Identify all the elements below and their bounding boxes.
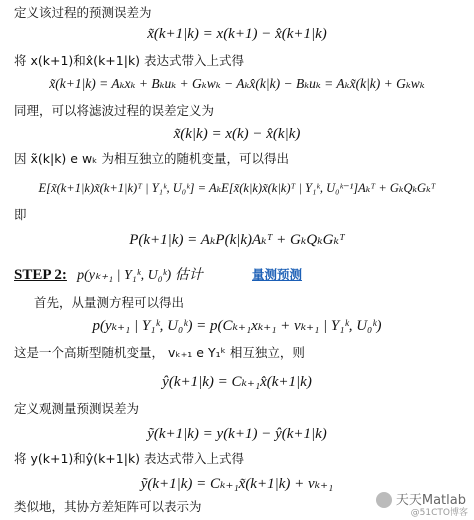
- text-line: 同理，可以将滤波过程的误差定义为: [14, 103, 215, 118]
- step-link[interactable]: [252, 266, 302, 284]
- text-line: 定义该过程的预测误差为: [14, 5, 152, 20]
- text-line: 将 y(k+1)和ŷ(k+1|k) 表达式带入上式得: [14, 451, 245, 466]
- equation: p(yₖ₊₁ | Y₁ᵏ, U₀ᵏ) = p(Cₖ₊₁xₖ₊₁ + vₖ₊₁ | Y₁ᵏ, U₀ᵏ): [92, 318, 382, 334]
- text-line: 首先，从量测方程可以得出: [34, 295, 185, 310]
- step-label: STEP 2:: [14, 267, 67, 283]
- text-line: 因 x̃(k|k) e wₖ 为相互独立的随机变量，可以得出: [14, 151, 289, 166]
- equation: ỹ(k+1|k) = Cₖ₊₁x̃(k+1|k) + vₖ₊₁: [140, 476, 334, 492]
- text-line: 类似地，其协方差矩阵可以表示为: [14, 499, 202, 514]
- watermark-sub: @51CTO博客: [410, 508, 468, 518]
- equation: x̃(k+1|k) = Aₖxₖ + Bₖuₖ + Gₖwₖ − Aₖx̂(k|k) − Bₖuₖ = Aₖx̃(k|k) + Gₖwₖ: [49, 76, 425, 91]
- text-line: 将 x(k+1)和x̂(k+1|k) 表达式带入上式得: [14, 53, 245, 68]
- step-heading: [14, 266, 203, 285]
- step-expression: p(yₖ₊₁ | Y₁ᵏ, U₀ᵏ) 估计: [77, 268, 203, 283]
- wechat-icon: [376, 492, 392, 508]
- text-line: 定义观测量预测误差为: [14, 401, 140, 416]
- equation: ỹ(k+1|k) = y(k+1) − ŷ(k+1|k): [147, 426, 327, 442]
- equation: x̃(k+1|k) = x(k+1) − x̂(k+1|k): [147, 26, 327, 42]
- watermark-text: 天天Matlab: [395, 492, 466, 508]
- link-text[interactable]: 量测预测: [252, 267, 303, 282]
- equation: E[x̃(k+1|k)x̃(k+1|k)ᵀ | Y₁ᵏ, U₀ᵏ] = AₖE[x̃(k|k)x̃(k|k)ᵀ | Y₁ᵏ, U₀ᵏ⁻¹]Aₖᵀ + GₖQₖGₖᵀ: [38, 181, 436, 195]
- text-line: 这是一个高斯型随机变量， vₖ₊₁ e Y₁ᵏ 相互独立，则: [14, 345, 305, 360]
- equation: ŷ(k+1|k) = Cₖ₊₁x̂(k+1|k): [162, 374, 312, 390]
- text-line: 即: [14, 207, 27, 222]
- equation: P(k+1|k) = AₖP(k|k)Aₖᵀ + GₖQₖGₖᵀ: [129, 232, 345, 248]
- equation: x̃(k|k) = x(k) − x̂(k|k): [173, 126, 301, 142]
